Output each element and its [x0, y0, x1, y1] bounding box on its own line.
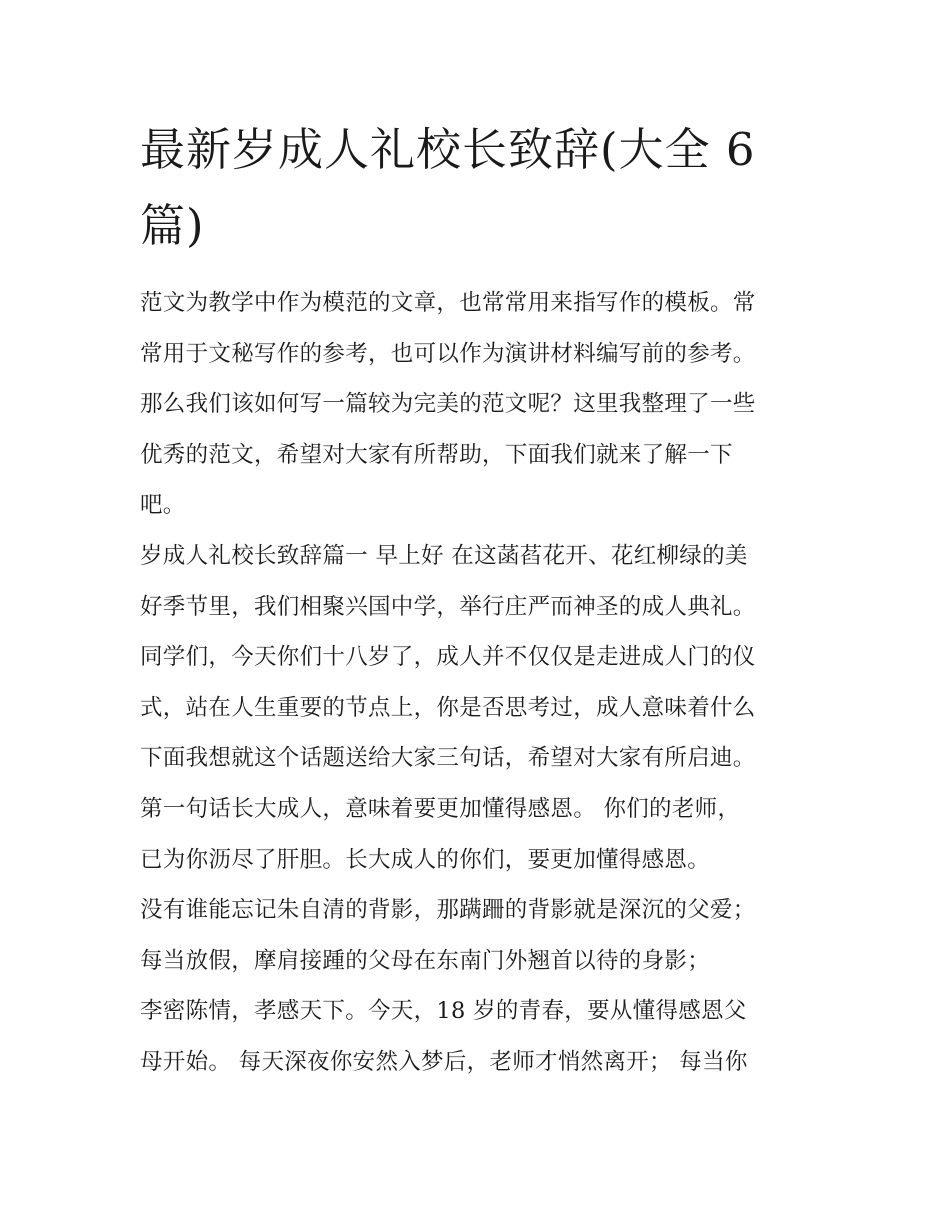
- text-line: 岁成人礼校长致辞篇一 早上好 在这菡萏花开、花红柳绿的美: [140, 542, 748, 569]
- text-line: 吧。: [140, 492, 186, 519]
- text-line: 每当放假，摩肩接踵的父母在东南门外翘首以待的身影；: [140, 947, 711, 974]
- document-body: [140, 278, 830, 1088]
- text-line: 母开始。 每天深夜你安然入梦后，老师才悄然离开； 每当你: [140, 1048, 748, 1075]
- text-line: 已为你沥尽了肝胆。长大成人的你们，要更加懂得感恩。: [140, 846, 711, 873]
- title-line: 篇): [140, 199, 205, 252]
- document-title: [140, 112, 820, 264]
- text-line: 那么我们该如何写一篇较为完美的范文呢？这里我整理了一些: [140, 391, 756, 418]
- text-line: 范文为教学中作为模范的文章，也常常用来指写作的模板。常: [140, 290, 756, 316]
- title-line: 最新岁成人礼校长致辞(大全 6: [140, 123, 756, 176]
- text-line: 式，站在人生重要的节点上，你是否思考过，成人意味着什么: [140, 694, 756, 721]
- text-line: 优秀的范文，希望对大家有所帮助，下面我们就来了解一下: [140, 441, 733, 468]
- text-line: 同学们，今天你们十八岁了，成人并不仅仅是走进成人门的仪: [140, 644, 756, 671]
- text-line: 下面我想就这个话题送给大家三句话，希望对大家有所启迪。: [140, 745, 756, 772]
- text-line: 第一句话长大成人，意味着要更加懂得感恩。 你们的老师，: [140, 795, 741, 822]
- text-line: 常用于文秘写作的参考，也可以作为演讲材料编写前的参考。: [140, 340, 756, 367]
- text-line: 没有谁能忘记朱自清的背影，那蹒跚的背影就是深沉的父爱；: [140, 897, 756, 924]
- text-line: 好季节里，我们相聚兴国中学，举行庄严而神圣的成人典礼。: [140, 593, 756, 620]
- text-line: 李密陈情，孝感天下。今天，18 岁的青春，要从懂得感恩父: [140, 998, 747, 1025]
